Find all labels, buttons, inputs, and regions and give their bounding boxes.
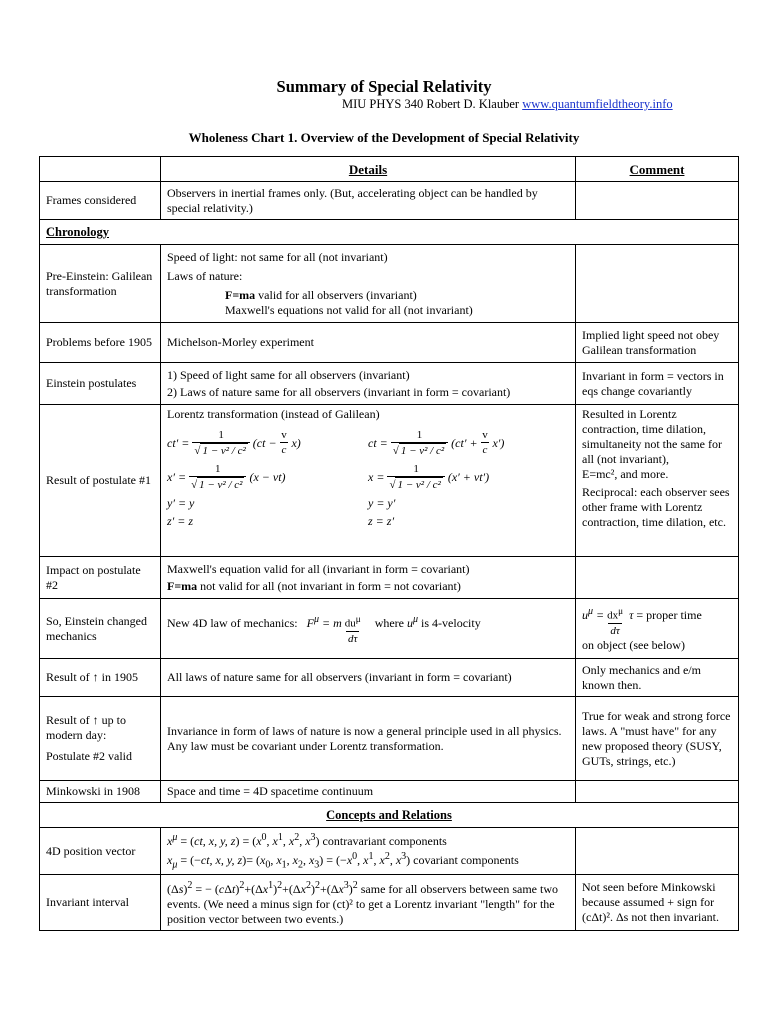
table-row <box>40 323 739 363</box>
header-row <box>40 157 739 182</box>
row-label: Minkowski in 1908 <box>40 781 161 803</box>
lorentz-inverse-column <box>368 426 569 530</box>
row-label: Pre-Einstein: Galilean transformation <box>40 245 161 323</box>
detail-text: not valid for all (not invariant in form = not covariant) <box>197 578 461 593</box>
lorentz-primed-column <box>167 426 368 530</box>
row-label-line: Result of ↑ up to modern day: <box>46 713 126 742</box>
row-comment <box>576 828 739 875</box>
row-details <box>161 828 576 875</box>
row-details: All laws of nature same for all observers (invariant in form = covariant) <box>161 659 576 697</box>
row-details: $(\Delta s)^2$ = − $(c\Delta t)^2+(\Delta x^1)^2+(\Delta x^2)^2+(\Delta x^3)^2$ same for all observers between same two events. (We need a minus sign for (ct)² to get a Lorentz invariant "length" for the position vector between two events.) <box>161 875 576 931</box>
details-header: Details <box>161 157 576 182</box>
row-details <box>161 245 576 323</box>
equation: z′ = z <box>167 513 194 528</box>
equation: ct = $\frac{1}{\text{√ 1 − v² / c²}}$ (ct′ + $\frac{v}{c}$ x′) <box>368 428 505 457</box>
detail-text: valid for all observers (invariant) <box>255 287 417 302</box>
equation: ct′ = $\frac{1}{\text{√ 1 − v² / c²}}$ (ct − $\frac{v}{c}$ x) <box>167 428 301 457</box>
detail-text: where $u^\mu$ <box>374 613 419 630</box>
comment-line: Reciprocal: each observer sees other frame with Lorentz contraction, time dilation, etc. <box>582 485 730 529</box>
row-details <box>161 363 576 405</box>
detail-line: Speed of light: not same for all (not invariant) <box>167 249 388 264</box>
velocity-equation: $u^\mu$ = $\frac{dx^\mu}{d\tau}$ <box>582 606 624 637</box>
row-label: 4D position vector <box>40 828 161 875</box>
detail-line: 2) Laws of nature same for all observers (invariant in form = covariant) <box>167 384 511 399</box>
row-comment <box>576 781 739 803</box>
detail-line <box>167 579 569 594</box>
row-details <box>161 557 576 599</box>
detail-line: Lorentz transformation (instead of Galilean) <box>167 407 380 421</box>
row-comment: Not seen before Minkowski because assumed + sign for (cΔt)². Δs not then invariant. <box>576 875 739 931</box>
table-row <box>40 659 739 697</box>
comment-text: = proper time <box>636 608 702 622</box>
row-label: Result of postulate #1 <box>40 405 161 557</box>
row-comment: Invariant in form = vectors in eqs change covariantly <box>576 363 739 405</box>
byline <box>342 97 673 112</box>
table-row <box>40 599 739 659</box>
wholeness-chart-table <box>39 156 739 931</box>
table-row <box>40 828 739 875</box>
lorentz-equations <box>167 426 569 530</box>
detail-text: same for all observers between same two events. (We need a minus sign for (ct)² to get a Lorentz invariant "length" for the position vector between two events.) <box>167 882 559 927</box>
equation: z = z′ <box>368 513 395 528</box>
row-label: Impact on postulate #2 <box>40 557 161 599</box>
row-comment <box>576 557 739 599</box>
row-comment <box>576 182 739 220</box>
equation: y′ = y <box>167 495 195 510</box>
comment-line: $u^\mu$ = $\frac{dx^\mu}{d\tau}$ τ = proper time <box>582 606 702 637</box>
comment-header: Comment <box>576 157 739 182</box>
chart-title: Wholeness Chart 1. Overview of the Development of Special Relativity <box>188 130 580 145</box>
row-details: Space and time = 4D spacetime continuum <box>161 781 576 803</box>
table-row <box>40 781 739 803</box>
section-row <box>40 803 739 828</box>
detail-text: covariant components <box>413 853 519 867</box>
bold-term: F=ma <box>167 578 198 593</box>
row-comment <box>576 405 739 557</box>
row-details <box>161 599 576 659</box>
row-label: Einstein postulates <box>40 363 161 405</box>
row-label: So, Einstein changed mechanics <box>40 599 161 659</box>
force-equation: $F^\mu = m$ $\frac{du^\mu}{d\tau}$ <box>306 613 361 645</box>
table-row <box>40 875 739 931</box>
bold-term: F=ma <box>225 287 256 302</box>
row-comment: True for weak and strong force laws. A "must have" for any new proposed theory (SUSY, GUTs, strings, etc.) <box>576 697 739 781</box>
table-row <box>40 245 739 323</box>
detail-text: New 4D law of mechanics: <box>167 615 298 630</box>
page-title: Summary of Special Relativity <box>276 77 492 96</box>
equation: y = y′ <box>368 495 396 510</box>
row-label: Problems before 1905 <box>40 323 161 363</box>
concepts-heading: Concepts and Relations <box>40 803 739 828</box>
row-details: Michelson-Morley experiment <box>161 323 576 363</box>
comment-line: Resulted in Lorentz contraction, time dilation, simultaneity not the same for all (not invariant), <box>582 407 722 466</box>
equation: x′ = $\frac{1}{\text{√ 1 − v² / c²}}$ (x − vt) <box>167 462 286 491</box>
author-text: MIU PHYS 340 Robert D. Klauber <box>342 97 520 111</box>
table-row <box>40 557 739 599</box>
table-row <box>40 405 739 557</box>
detail-line: $x_\mu = (-ct$, x, y, $z)= (x_0$, $x_1$, $x_2$, $x_3) = (-x^0$, $x^1$, $x^2$, $x^3$) covariant components <box>167 851 519 871</box>
row-details <box>161 405 576 557</box>
row-comment <box>576 599 739 659</box>
comment-line: E=mc², and more. <box>582 467 669 481</box>
row-comment <box>576 245 739 323</box>
chronology-heading: Chronology <box>40 220 739 245</box>
detail-line: Laws of nature: <box>167 268 243 283</box>
comment-line: on object (see below) <box>582 638 685 652</box>
table-row <box>40 697 739 781</box>
detail-line: 1) Speed of light same for all observers (invariant) <box>167 367 410 382</box>
row-label: Invariant interval <box>40 875 161 931</box>
section-row <box>40 220 739 245</box>
detail-text: is 4-velocity <box>421 615 481 630</box>
detail-line: Maxwell's equations not valid for all (not invariant) <box>225 302 473 317</box>
row-comment: Only mechanics and e/m known then. <box>576 659 739 697</box>
table-row <box>40 182 739 220</box>
row-details: Observers in inertial frames only. (But, accelerating object can be handled by special relativity.) <box>161 182 576 220</box>
row-label: Result of ↑ in 1905 <box>40 659 161 697</box>
detail-line: $x^\mu = (ct$, x, y, $z) = (x^0$, $x^1$, $x^2$, $x^3$) contravariant components <box>167 832 447 848</box>
row-label: Frames considered <box>40 182 161 220</box>
row-details: Invariance in form of laws of nature is now a general principle used in all physics. Any law must be covariant under Lorentz transformation. <box>161 697 576 781</box>
empty-header <box>40 157 161 182</box>
row-label-line: Postulate #2 valid <box>46 749 132 763</box>
detail-line: Maxwell's equation valid for all (invariant in form = covariant) <box>167 561 470 576</box>
website-link[interactable]: www.quantumfieldtheory.info <box>522 97 673 111</box>
row-comment: Implied light speed not obey Galilean transformation <box>576 323 739 363</box>
detail-text: contravariant components <box>322 834 447 848</box>
row-label <box>40 697 161 781</box>
equation: x = $\frac{1}{\text{√ 1 − v² / c²}}$ (x′ + vt′) <box>368 462 490 491</box>
table-row <box>40 363 739 405</box>
detail-line <box>167 288 569 303</box>
